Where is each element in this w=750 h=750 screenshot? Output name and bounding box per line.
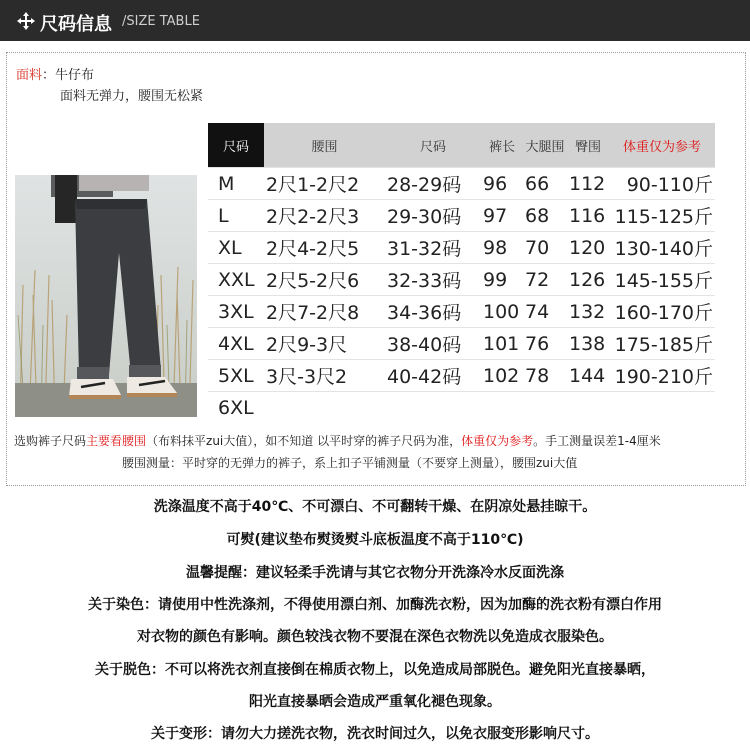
cell-length: 101: [481, 328, 523, 360]
cell-length: 97: [481, 200, 523, 232]
fabric-line: [16, 64, 94, 83]
move-arrows-icon: [16, 11, 36, 31]
cell-length: 99: [481, 264, 523, 296]
cell-hip: 116: [567, 200, 609, 232]
washing-line-2: 可熨(建议垫布熨烫熨斗底板温度不高于110℃): [226, 532, 524, 548]
cell-size: XXL: [208, 264, 264, 296]
cell-hip: 120: [567, 232, 609, 264]
note-text-e: 。手工测量误差1-4厘米: [533, 434, 661, 448]
cell-length: 102: [481, 360, 523, 392]
header-size-code: 尺码: [385, 123, 481, 168]
cell-hip: 112: [567, 168, 609, 200]
cell-size: L: [208, 200, 264, 232]
cell-hip: 126: [567, 264, 609, 296]
washing-line-4: 关于染色：请使用中性洗涤剂，不得使用漂白剂、加酶洗衣粉，因为加酶的洗衣粉有漂白作用: [88, 597, 662, 613]
waist-measure-note: 腰围测量：平时穿的无弹力的裤子，系上扣子平铺测量（不要穿上测量），腰围zui大值: [122, 456, 578, 470]
fabric-value: 牛仔布: [55, 68, 95, 83]
header-weight: 体重仅为参考: [609, 123, 715, 168]
cell-thigh: 78: [523, 360, 567, 392]
cell-thigh: 70: [523, 232, 567, 264]
table-row: [208, 264, 715, 296]
cell-waist: 2尺4-2尺5: [264, 232, 385, 264]
cell-thigh: 74: [523, 296, 567, 328]
table-row: [208, 232, 715, 264]
header-bar: [0, 0, 750, 41]
header-hip: 臀围: [567, 123, 609, 168]
fabric-label: 面料: [16, 68, 43, 83]
cell-waist: 3尺-3尺2: [264, 360, 385, 392]
washing-line-5: 对衣物的颜色有影响。颜色较浅衣物不要混在深色衣物洗以免造成衣服染色。: [137, 629, 613, 645]
cell-waist: 2尺2-2尺3: [264, 200, 385, 232]
cell-size: 4XL: [208, 328, 264, 360]
cell-length: 96: [481, 168, 523, 200]
header-length: 裤长: [481, 123, 523, 168]
cell-hip: 132: [567, 296, 609, 328]
table-row: [208, 168, 715, 200]
cell-size-code: 34-36码: [385, 296, 481, 328]
page-subtitle: /SIZE TABLE: [122, 14, 200, 29]
cell-size-code: 29-30码: [385, 200, 481, 232]
table-row: [208, 296, 715, 328]
cell-hip: [567, 392, 609, 424]
table-row: [208, 328, 715, 360]
cell-size: 6XL: [208, 392, 264, 424]
page-title: 尺码信息: [40, 14, 112, 35]
cell-weight: 145-155斤: [609, 264, 715, 296]
cell-size-code: 31-32码: [385, 232, 481, 264]
cell-weight: 90-110斤: [609, 168, 715, 200]
washing-line-8: 关于变形：请勿大力搓洗衣物，洗衣时间过久，以免衣服变形影响尺寸。: [151, 726, 599, 742]
cell-size: 3XL: [208, 296, 264, 328]
cell-waist: 2尺9-3尺: [264, 328, 385, 360]
cell-thigh: 68: [523, 200, 567, 232]
cell-weight: [609, 392, 715, 424]
cell-thigh: 66: [523, 168, 567, 200]
header-waist: 腰围: [264, 123, 385, 168]
header-thigh: 大腿围: [523, 123, 567, 168]
washing-line-1: 洗涤温度不高于40℃、不可漂白、不可翻转干燥、在阴凉处悬挂晾干。: [153, 499, 597, 515]
washing-line-7: 阳光直接暴晒会造成严重氧化褪色现象。: [249, 694, 501, 710]
washing-line-6: 关于脱色：不可以将洗衣剂直接倒在棉质衣物上，以免造成局部脱色。避免阳光直接暴晒，: [95, 662, 655, 678]
table-row: [208, 200, 715, 232]
cell-thigh: 76: [523, 328, 567, 360]
cell-weight: 190-210斤: [609, 360, 715, 392]
table-row: [208, 392, 715, 424]
cell-weight: 115-125斤: [609, 200, 715, 232]
note-text-c: （布料抹平zui大值），如不知道 以平时穿的裤子尺码为准，: [146, 434, 462, 448]
fabric-note: 面料无弹力，腰围无松紧: [60, 89, 204, 104]
note-text-a: 选购裤子尺码: [14, 434, 87, 448]
cell-size-code: 32-33码: [385, 264, 481, 296]
note-waist-highlight: 主要看腰围: [86, 434, 147, 448]
note-weight-highlight: 体重仅为参考: [461, 434, 534, 448]
cell-size: 5XL: [208, 360, 264, 392]
cell-size-code: [385, 392, 481, 424]
cell-length: 100: [481, 296, 523, 328]
cell-weight: 160-170斤: [609, 296, 715, 328]
cell-waist: 2尺1-2尺2: [264, 168, 385, 200]
cell-length: [481, 392, 523, 424]
cell-weight: 130-140斤: [609, 232, 715, 264]
cell-hip: 138: [567, 328, 609, 360]
cell-length: 98: [481, 232, 523, 264]
size-table: [208, 123, 715, 423]
cell-waist: 2尺5-2尺6: [264, 264, 385, 296]
cell-hip: 144: [567, 360, 609, 392]
header-size: 尺码: [208, 123, 264, 168]
cell-waist: 2尺7-2尺8: [264, 296, 385, 328]
washing-line-3: 温馨提醒：建议轻柔手洗请与其它衣物分开洗涤冷水反面洗涤: [186, 565, 564, 581]
cell-size-code: 40-42码: [385, 360, 481, 392]
cell-size: XL: [208, 232, 264, 264]
cell-weight: 175-185斤: [609, 328, 715, 360]
cell-waist: [264, 392, 385, 424]
cell-thigh: 72: [523, 264, 567, 296]
size-table-header: [208, 123, 715, 168]
fabric-colon: ：: [42, 68, 56, 83]
product-photo: [15, 175, 197, 417]
cell-size-code: 38-40码: [385, 328, 481, 360]
table-row: [208, 360, 715, 392]
cell-thigh: [523, 392, 567, 424]
cell-size-code: 28-29码: [385, 168, 481, 200]
purchase-note: [14, 432, 661, 449]
cell-size: M: [208, 168, 264, 200]
